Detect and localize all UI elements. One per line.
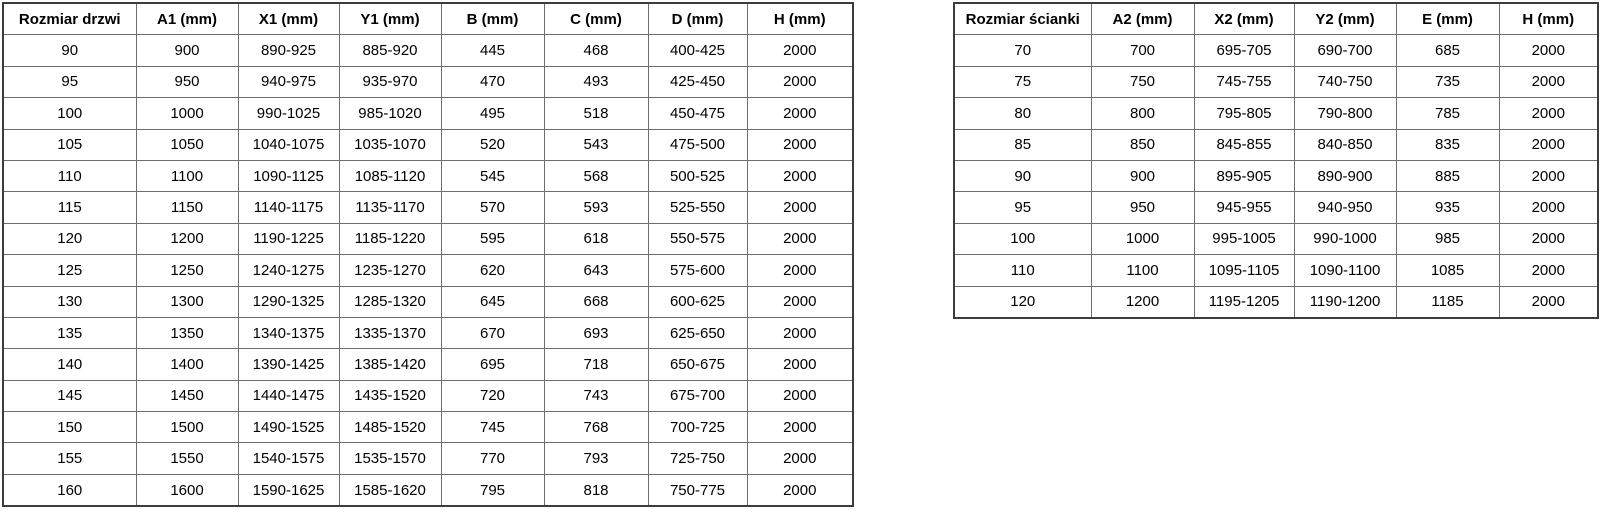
- header-cell: H (mm): [1499, 3, 1598, 35]
- header-cell: Rozmiar drzwi: [3, 3, 136, 35]
- table-cell: 450-475: [648, 98, 747, 129]
- table-cell: 845-855: [1194, 129, 1294, 160]
- table-cell: 2000: [747, 223, 853, 254]
- table-cell: 160: [3, 474, 136, 506]
- table-row: [3, 286, 853, 317]
- table-cell: 400-425: [648, 35, 747, 66]
- table-cell: 95: [3, 66, 136, 97]
- table-cell: 1450: [136, 380, 238, 411]
- table-cell: 2000: [1499, 192, 1598, 223]
- table-row: [3, 223, 853, 254]
- table-cell: 785: [1396, 98, 1499, 129]
- table-cell: 105: [3, 129, 136, 160]
- header-cell: D (mm): [648, 3, 747, 35]
- table-row: [3, 160, 853, 191]
- table-cell: 1090-1100: [1294, 255, 1396, 286]
- table-cell: 500-525: [648, 160, 747, 191]
- table-cell: 800: [1091, 98, 1194, 129]
- table-row: [954, 286, 1598, 318]
- table-cell: 750-775: [648, 474, 747, 506]
- table-cell: 743: [544, 380, 648, 411]
- table-cell: 120: [954, 286, 1091, 318]
- table-cell: 90: [3, 35, 136, 66]
- table-row: [3, 380, 853, 411]
- table-cell: 95: [954, 192, 1091, 223]
- table-cell: 2000: [747, 349, 853, 380]
- table-cell: 1135-1170: [339, 192, 441, 223]
- table-cell: 670: [441, 317, 544, 348]
- table-cell: 1185: [1396, 286, 1499, 318]
- table-cell: 2000: [1499, 129, 1598, 160]
- table-cell: 1195-1205: [1194, 286, 1294, 318]
- header-row: [954, 3, 1598, 35]
- table-cell: 90: [954, 160, 1091, 191]
- table-row: [954, 255, 1598, 286]
- table-cell: 725-750: [648, 443, 747, 474]
- table-cell: 945-955: [1194, 192, 1294, 223]
- table-row: [3, 255, 853, 286]
- table-cell: 1035-1070: [339, 129, 441, 160]
- table-row: [954, 192, 1598, 223]
- table-cell: 1000: [136, 98, 238, 129]
- table-cell: 1290-1325: [238, 286, 339, 317]
- table-cell: 85: [954, 129, 1091, 160]
- table-row: [954, 35, 1598, 66]
- table-cell: 1285-1320: [339, 286, 441, 317]
- table-cell: 475-500: [648, 129, 747, 160]
- table-cell: 890-900: [1294, 160, 1396, 191]
- table-cell: 940-950: [1294, 192, 1396, 223]
- table-row: [3, 349, 853, 380]
- table-cell: 690-700: [1294, 35, 1396, 66]
- table-cell: 645: [441, 286, 544, 317]
- table-cell: 1085: [1396, 255, 1499, 286]
- table-cell: 850: [1091, 129, 1194, 160]
- table-cell: 1385-1420: [339, 349, 441, 380]
- table-cell: 600-625: [648, 286, 747, 317]
- table-cell: 1440-1475: [238, 380, 339, 411]
- table-cell: 1485-1520: [339, 412, 441, 443]
- table-cell: 145: [3, 380, 136, 411]
- table-cell: 135: [3, 317, 136, 348]
- table-cell: 950: [136, 66, 238, 97]
- table-cell: 675-700: [648, 380, 747, 411]
- table-cell: 1240-1275: [238, 255, 339, 286]
- table-cell: 2000: [747, 412, 853, 443]
- table-cell: 100: [3, 98, 136, 129]
- table-row: [3, 98, 853, 129]
- table-cell: 110: [954, 255, 1091, 286]
- table-cell: 1400: [136, 349, 238, 380]
- header-cell: A1 (mm): [136, 3, 238, 35]
- table-cell: 735: [1396, 66, 1499, 97]
- table-cell: 840-850: [1294, 129, 1396, 160]
- table-cell: 885: [1396, 160, 1499, 191]
- table-cell: 470: [441, 66, 544, 97]
- table-cell: 795: [441, 474, 544, 506]
- table-cell: 1190-1225: [238, 223, 339, 254]
- table-cell: 593: [544, 192, 648, 223]
- table-cell: 795-805: [1194, 98, 1294, 129]
- table-cell: 545: [441, 160, 544, 191]
- table-row: [3, 129, 853, 160]
- table-cell: 550-575: [648, 223, 747, 254]
- table-cell: 1150: [136, 192, 238, 223]
- table-cell: 750: [1091, 66, 1194, 97]
- table-cell: 1040-1075: [238, 129, 339, 160]
- table-cell: 618: [544, 223, 648, 254]
- table-cell: 668: [544, 286, 648, 317]
- table-cell: 110: [3, 160, 136, 191]
- table-cell: 1300: [136, 286, 238, 317]
- header-cell: B (mm): [441, 3, 544, 35]
- header-cell: Y2 (mm): [1294, 3, 1396, 35]
- table-cell: 70: [954, 35, 1091, 66]
- table-cell: 768: [544, 412, 648, 443]
- table-cell: 150: [3, 412, 136, 443]
- table-cell: 100: [954, 223, 1091, 254]
- table-cell: 790-800: [1294, 98, 1396, 129]
- table-cell: 2000: [747, 286, 853, 317]
- table-cell: 445: [441, 35, 544, 66]
- table-cell: 990-1025: [238, 98, 339, 129]
- table-cell: 120: [3, 223, 136, 254]
- table-cell: 1535-1570: [339, 443, 441, 474]
- table-cell: 1200: [136, 223, 238, 254]
- header-cell: E (mm): [1396, 3, 1499, 35]
- table-cell: 1095-1105: [1194, 255, 1294, 286]
- table-cell: 2000: [1499, 160, 1598, 191]
- table-cell: 720: [441, 380, 544, 411]
- table-cell: 2000: [747, 192, 853, 223]
- table-cell: 685: [1396, 35, 1499, 66]
- wall-size-table: [953, 2, 1599, 319]
- table-cell: 1190-1200: [1294, 286, 1396, 318]
- table-cell: 75: [954, 66, 1091, 97]
- table-cell: 950: [1091, 192, 1194, 223]
- table-cell: 1100: [136, 160, 238, 191]
- table-cell: 2000: [1499, 255, 1598, 286]
- table-cell: 575-600: [648, 255, 747, 286]
- table-cell: 2000: [747, 129, 853, 160]
- table-cell: 1500: [136, 412, 238, 443]
- table-cell: 543: [544, 129, 648, 160]
- table-cell: 1090-1125: [238, 160, 339, 191]
- table-cell: 2000: [1499, 286, 1598, 318]
- table-cell: 995-1005: [1194, 223, 1294, 254]
- table-cell: 130: [3, 286, 136, 317]
- table-cell: 2000: [747, 66, 853, 97]
- table-row: [954, 129, 1598, 160]
- table-cell: 80: [954, 98, 1091, 129]
- table-cell: 718: [544, 349, 648, 380]
- table-cell: 1590-1625: [238, 474, 339, 506]
- table-cell: 2000: [1499, 66, 1598, 97]
- table-cell: 140: [3, 349, 136, 380]
- table-cell: 2000: [747, 255, 853, 286]
- table-cell: 1340-1375: [238, 317, 339, 348]
- table-cell: 650-675: [648, 349, 747, 380]
- table-cell: 2000: [747, 317, 853, 348]
- table-cell: 895-905: [1194, 160, 1294, 191]
- header-cell: Rozmiar ścianki: [954, 3, 1091, 35]
- table-cell: 745-755: [1194, 66, 1294, 97]
- table-row: [3, 443, 853, 474]
- table-cell: 525-550: [648, 192, 747, 223]
- table-cell: 1490-1525: [238, 412, 339, 443]
- header-cell: C (mm): [544, 3, 648, 35]
- table-cell: 568: [544, 160, 648, 191]
- table-cell: 2000: [747, 160, 853, 191]
- table-row: [3, 412, 853, 443]
- table-cell: 693: [544, 317, 648, 348]
- table-cell: 990-1000: [1294, 223, 1396, 254]
- table-cell: 1390-1425: [238, 349, 339, 380]
- table-cell: 620: [441, 255, 544, 286]
- table-cell: 770: [441, 443, 544, 474]
- table-cell: 700-725: [648, 412, 747, 443]
- table-cell: 2000: [747, 35, 853, 66]
- table-cell: 1550: [136, 443, 238, 474]
- table-cell: 1085-1120: [339, 160, 441, 191]
- header-cell: H (mm): [747, 3, 853, 35]
- header-row: [3, 3, 853, 35]
- table-cell: 2000: [747, 474, 853, 506]
- table-cell: 155: [3, 443, 136, 474]
- table-cell: 818: [544, 474, 648, 506]
- table-cell: 518: [544, 98, 648, 129]
- table-cell: 2000: [1499, 35, 1598, 66]
- table-cell: 1350: [136, 317, 238, 348]
- table-cell: 835: [1396, 129, 1499, 160]
- table-cell: 695-705: [1194, 35, 1294, 66]
- table-cell: 1100: [1091, 255, 1194, 286]
- header-cell: Y1 (mm): [339, 3, 441, 35]
- table-cell: 1435-1520: [339, 380, 441, 411]
- table-cell: 1050: [136, 129, 238, 160]
- table-cell: 890-925: [238, 35, 339, 66]
- table-row: [954, 223, 1598, 254]
- table-cell: 1185-1220: [339, 223, 441, 254]
- table-cell: 935-970: [339, 66, 441, 97]
- table-cell: 1200: [1091, 286, 1194, 318]
- table-cell: 2000: [1499, 223, 1598, 254]
- table-cell: 2000: [747, 380, 853, 411]
- table-cell: 985-1020: [339, 98, 441, 129]
- table-cell: 1540-1575: [238, 443, 339, 474]
- table-row: [3, 474, 853, 506]
- table-cell: 2000: [747, 98, 853, 129]
- table-cell: 793: [544, 443, 648, 474]
- table-cell: 2000: [1499, 98, 1598, 129]
- table-cell: 740-750: [1294, 66, 1396, 97]
- table-cell: 1335-1370: [339, 317, 441, 348]
- table-row: [3, 317, 853, 348]
- table-cell: 1235-1270: [339, 255, 441, 286]
- table-cell: 125: [3, 255, 136, 286]
- door-size-table: [2, 2, 854, 507]
- table-cell: 115: [3, 192, 136, 223]
- header-cell: X2 (mm): [1194, 3, 1294, 35]
- table-cell: 468: [544, 35, 648, 66]
- table-cell: 1585-1620: [339, 474, 441, 506]
- table-cell: 625-650: [648, 317, 747, 348]
- table-cell: 700: [1091, 35, 1194, 66]
- header-cell: X1 (mm): [238, 3, 339, 35]
- table-cell: 1600: [136, 474, 238, 506]
- table-cell: 900: [136, 35, 238, 66]
- table-cell: 570: [441, 192, 544, 223]
- table-cell: 1250: [136, 255, 238, 286]
- table-cell: 1000: [1091, 223, 1194, 254]
- table-row: [3, 35, 853, 66]
- table-cell: 695: [441, 349, 544, 380]
- table-cell: 885-920: [339, 35, 441, 66]
- table-cell: 900: [1091, 160, 1194, 191]
- table-row: [954, 160, 1598, 191]
- table-cell: 1140-1175: [238, 192, 339, 223]
- table-row: [954, 66, 1598, 97]
- table-cell: 2000: [747, 443, 853, 474]
- table-cell: 520: [441, 129, 544, 160]
- table-row: [3, 192, 853, 223]
- table-cell: 595: [441, 223, 544, 254]
- table-cell: 495: [441, 98, 544, 129]
- table-cell: 643: [544, 255, 648, 286]
- table-cell: 493: [544, 66, 648, 97]
- table-row: [3, 66, 853, 97]
- header-cell: A2 (mm): [1091, 3, 1194, 35]
- table-cell: 745: [441, 412, 544, 443]
- table-cell: 425-450: [648, 66, 747, 97]
- table-cell: 935: [1396, 192, 1499, 223]
- table-cell: 985: [1396, 223, 1499, 254]
- table-row: [954, 98, 1598, 129]
- table-cell: 940-975: [238, 66, 339, 97]
